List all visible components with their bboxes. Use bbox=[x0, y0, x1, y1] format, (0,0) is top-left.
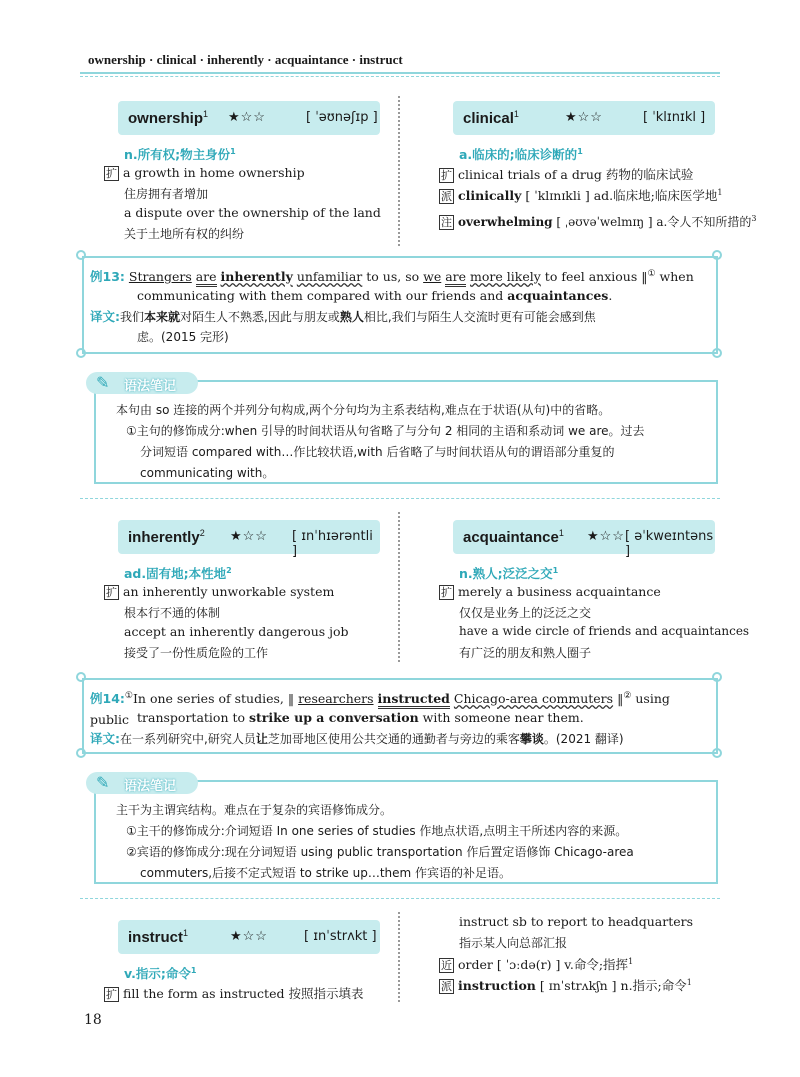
entry-word: ownership$^1$ bbox=[128, 109, 209, 127]
grammar-note-tab bbox=[86, 772, 198, 794]
example-translation: 指示某人向总部汇报 bbox=[459, 936, 568, 950]
synonym-tag: 近 bbox=[441, 959, 452, 972]
example-line: have a wide circle of friends and acquaintances bbox=[459, 624, 750, 638]
grammar-line: commuters,后接不定式短语 to strike up…them 作宾语的补足语。 bbox=[140, 866, 512, 880]
pen-icon: ✎ bbox=[96, 373, 110, 392]
example-line: 扩 merely a business acquaintance bbox=[441, 584, 661, 599]
entry-card-instruct bbox=[118, 920, 380, 954]
example-translation: 有广泛的朋友和熟人圈子 bbox=[459, 646, 592, 660]
example-translation: 接受了一份性质危险的工作 bbox=[124, 646, 269, 660]
grammar-line: ①主干的修饰成分:介词短语 In one series of studies 作地点状语,点明主干所述内容的来源。 bbox=[126, 824, 628, 838]
part-of-speech: a.临床的;临床诊断的$^1$ bbox=[459, 146, 583, 162]
phonetic: [ ɪnˈhɪərəntli ] bbox=[292, 529, 373, 559]
derive-tag: 派 bbox=[441, 980, 452, 993]
section-divider bbox=[80, 498, 720, 499]
corner-ornament bbox=[76, 348, 86, 358]
corner-ornament bbox=[76, 250, 86, 260]
entry-card-acquaintance bbox=[453, 520, 715, 559]
column-divider bbox=[398, 512, 406, 662]
extend-tag: 扩 bbox=[106, 586, 117, 599]
entry-card-clinical bbox=[453, 101, 715, 135]
grammar-note-tab bbox=[86, 372, 198, 394]
grammar-line: ①主句的修饰成分:when 引导的时间状语从句省略了与分句 2 相同的主语和系动词 we are。过去 bbox=[126, 424, 645, 438]
part-of-speech: n.熟人;泛泛之交$^1$ bbox=[459, 565, 559, 581]
page-number: 18 bbox=[84, 1012, 102, 1028]
example-line: accept an inherently dangerous job bbox=[124, 624, 349, 639]
synonym-line: 近 order [ ˈɔːdə(r) ] v.命令;指挥$^1$ bbox=[441, 956, 634, 972]
example-14-sentence-line2: transportation to strike up a conversation with someone near them. bbox=[137, 710, 584, 725]
example-13-translation: 译文:我们本来就对陌生人不熟悉,因此与朋友或熟人相比,我们与陌生人交流时更有可能会感到焦 bbox=[90, 309, 596, 324]
pen-icon: ✎ bbox=[96, 773, 110, 792]
grammar-line: 分词短语 compared with…作比较状语,with 后省略了与时间状语从句的谓语部分重复的 bbox=[140, 445, 615, 459]
corner-ornament bbox=[712, 748, 722, 758]
grammar-line: ②宾语的修饰成分:现在分词短语 using public transportation 作后置定语修饰 Chicago-area bbox=[126, 845, 634, 859]
note-line: 注 overwhelming [ ˌəʊvəˈwelmɪŋ ] a.令人不知所措的$^3$ bbox=[441, 214, 757, 229]
example-13-translation-line2: 虑。(2015 完形) bbox=[137, 330, 229, 344]
star-rating: ★☆☆ bbox=[587, 529, 625, 544]
corner-ornament bbox=[712, 250, 722, 260]
example-14-translation: 译文:在一系列研究中,研究人员让芝加哥地区使用公共交通的通勤者与旁边的乘客攀谈。(2021 翻译) bbox=[90, 731, 624, 746]
grammar-line: communicating with。 bbox=[140, 466, 275, 480]
section-divider bbox=[80, 898, 720, 899]
entry-word: inherently$^2$ bbox=[128, 528, 205, 546]
derivative-line: 派 instruction [ ɪnˈstrʌkʃn ] n.指示;命令$^1$ bbox=[441, 977, 692, 993]
page-header bbox=[0, 0, 800, 74]
corner-ornament bbox=[76, 672, 86, 682]
entry-word: acquaintance$^1$ bbox=[463, 528, 564, 546]
phonetic: [ əˈkweɪntəns ] bbox=[625, 529, 714, 559]
grammar-line: 主干为主谓宾结构。难点在于复杂的宾语修饰成分。 bbox=[116, 803, 393, 817]
grammar-line: 本句由 so 连接的两个并列分句构成,两个分句均为主系表结构,难点在于状语(从句)中的省略。 bbox=[116, 403, 611, 417]
entry-word: instruct$^1$ bbox=[128, 928, 189, 946]
grammar-note-title: 语法笔记 bbox=[124, 779, 177, 794]
extend-tag: 扩 bbox=[441, 169, 452, 182]
entry-word: clinical$^1$ bbox=[463, 109, 519, 127]
extend-tag: 扩 bbox=[441, 586, 452, 599]
extend-tag: 扩 bbox=[106, 988, 117, 1001]
derivative-line: 派 clinically [ ˈklɪnɪkli ] ad.临床地;临床医学地$^1$ bbox=[441, 187, 723, 203]
example-line: 扩 fill the form as instructed 按照指示填表 bbox=[106, 986, 364, 1001]
example-line: 扩 an inherently unworkable system bbox=[106, 584, 335, 599]
example-line: a dispute over the ownership of the land bbox=[124, 205, 381, 220]
part-of-speech: v.指示;命令$^1$ bbox=[124, 965, 197, 981]
entry-card-inherently bbox=[118, 520, 380, 559]
extend-tag: 扩 bbox=[106, 167, 117, 180]
example-13-sentence-line2: communicating with them compared with our friends and acquaintances. bbox=[137, 288, 613, 303]
example-13-sentence: 例13: Strangers are inherently unfamiliar to us, so we are more likely to feel anxious ‖① when bbox=[90, 264, 710, 287]
column-divider bbox=[398, 912, 406, 1002]
entry-card-ownership bbox=[118, 101, 380, 135]
example-translation: 关于土地所有权的纠纷 bbox=[124, 227, 245, 241]
header-title: ownership · clinical · inherently · acquaintance · instruct bbox=[88, 52, 403, 67]
example-translation: 仅仅是业务上的泛泛之交 bbox=[459, 606, 592, 620]
example-translation: 住房拥有者增加 bbox=[124, 187, 209, 201]
phonetic: [ ˈklɪnɪkl ] bbox=[643, 110, 706, 125]
star-rating: ★☆☆ bbox=[565, 110, 603, 125]
star-rating: ★☆☆ bbox=[230, 929, 268, 944]
derive-tag: 派 bbox=[441, 190, 452, 203]
corner-ornament bbox=[712, 672, 722, 682]
grammar-note-title: 语法笔记 bbox=[124, 379, 177, 394]
example-line: instruct sb to report to headquarters bbox=[459, 914, 694, 929]
part-of-speech: ad.固有地;本性地$^2$ bbox=[124, 565, 232, 581]
star-rating: ★☆☆ bbox=[228, 110, 266, 125]
header-dash-divider bbox=[80, 76, 720, 77]
example-14-sentence: 例14:①In one series of studies, ‖ researchers instructed Chicago-area commuters ‖② using public bbox=[90, 691, 670, 728]
corner-ornament bbox=[712, 348, 722, 358]
note-tag: 注 bbox=[441, 216, 452, 229]
example-line: 扩 clinical trials of a drug 药物的临床试验 bbox=[441, 167, 694, 182]
corner-ornament bbox=[76, 748, 86, 758]
phonetic: [ ˈəʊnəʃɪp ] bbox=[306, 110, 378, 125]
header-divider bbox=[80, 72, 720, 74]
column-divider bbox=[398, 96, 406, 246]
part-of-speech: n.所有权;物主身份$^1$ bbox=[124, 146, 236, 162]
phonetic: [ ɪnˈstrʌkt ] bbox=[304, 929, 377, 944]
example-line: 扩 a growth in home ownership bbox=[106, 165, 305, 180]
star-rating: ★☆☆ bbox=[230, 529, 268, 544]
example-translation: 根本行不通的体制 bbox=[124, 606, 221, 620]
